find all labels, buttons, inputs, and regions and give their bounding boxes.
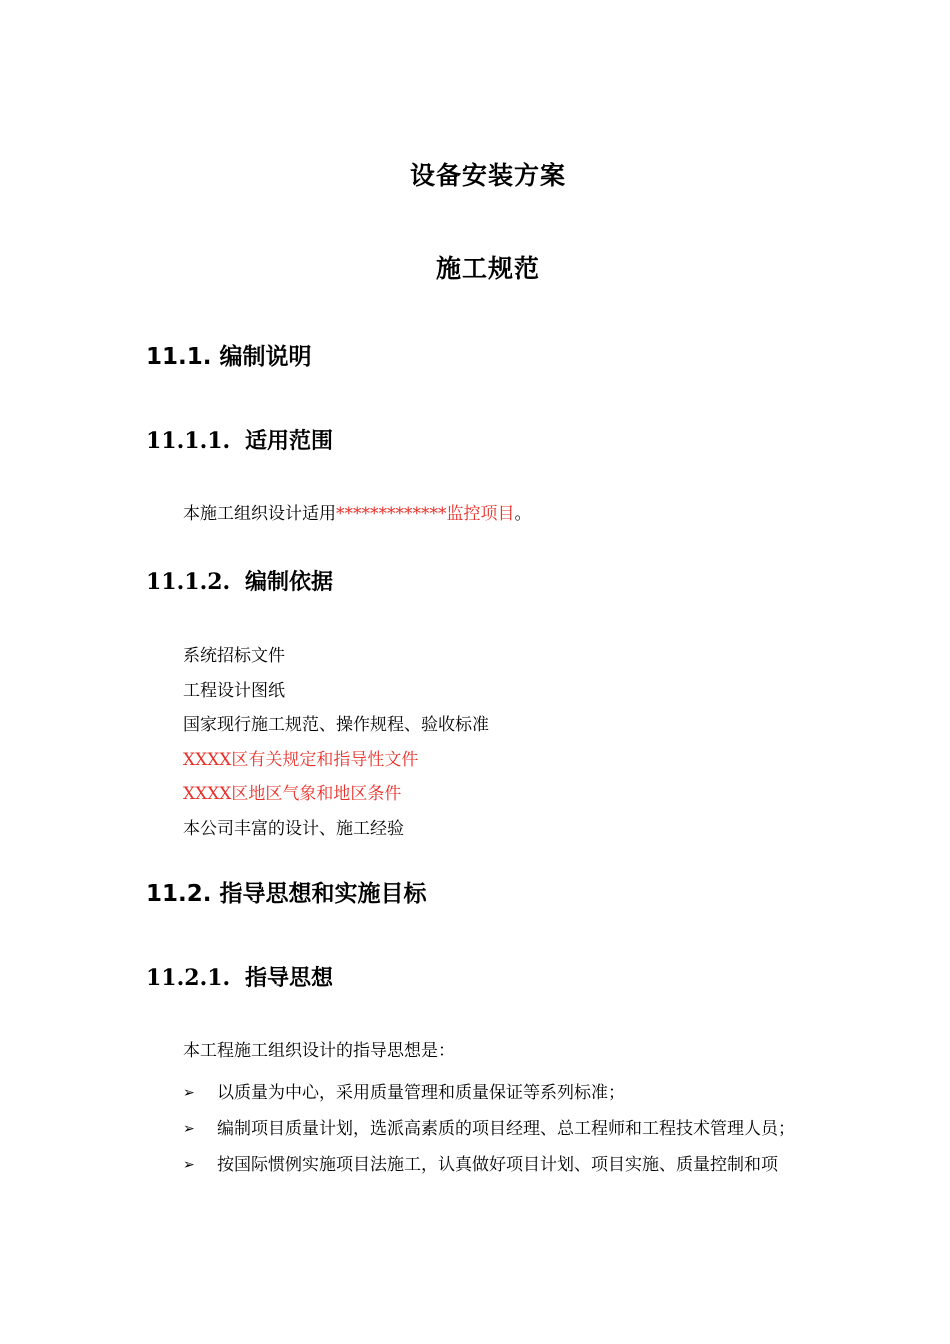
bullet-text: 以质量为中心，采用质量管理和质量保证等系列标准；	[217, 1083, 625, 1103]
bullet-item	[183, 1147, 843, 1183]
section-heading-11-2-1	[146, 967, 333, 990]
document-subtitle: 施工规范	[435, 254, 540, 283]
list-item: XXXX区有关规定和指导性文件	[183, 749, 419, 770]
section-number: 11.1.1.	[146, 428, 231, 454]
section-heading-11-1-2	[146, 571, 333, 594]
guiding-bullet-list	[183, 1075, 843, 1183]
section-heading-11-1-1	[146, 430, 333, 453]
list-item: 工程设计图纸	[183, 680, 285, 701]
scope-text-prefix: 本施工组织设计适用	[183, 504, 336, 524]
section-number: 11.1.2.	[146, 569, 231, 595]
guiding-intro: 本工程施工组织设计的指导思想是：	[183, 1041, 455, 1061]
bullet-item	[183, 1075, 843, 1111]
section-heading-11-1: 11.1. 编制说明	[146, 344, 312, 370]
document-title: 设备安装方案	[409, 161, 566, 190]
list-item: 本公司丰富的设计、施工经验	[183, 818, 404, 839]
section-number: 11.2.1.	[146, 965, 231, 991]
section-title: 编制依据	[245, 570, 334, 595]
section-heading-11-2: 11.2. 指导思想和实施目标	[146, 881, 427, 907]
basis-list	[183, 644, 489, 851]
arrowhead-bullet-icon: ➢	[183, 1157, 195, 1173]
section-title: 指导思想	[245, 966, 334, 991]
bullet-text: 编制项目质量计划，选派高素质的项目经理、总工程师和工程技术管理人员；	[217, 1119, 795, 1139]
arrowhead-bullet-icon: ➢	[183, 1085, 195, 1101]
list-item: 国家现行施工规范、操作规程、验收标准	[183, 715, 489, 735]
section-title: 适用范围	[245, 429, 334, 454]
bullet-text: 按国际惯例实施项目法施工，认真做好项目计划、项目实施、质量控制和项	[217, 1155, 778, 1175]
arrowhead-bullet-icon: ➢	[183, 1121, 195, 1137]
list-item: 系统招标文件	[183, 646, 285, 666]
scope-paragraph	[183, 506, 532, 523]
list-item: XXXX区地区气象和地区条件	[183, 784, 402, 804]
scope-project-highlight: *************监控项目	[336, 504, 515, 524]
scope-text-suffix: 。	[514, 504, 532, 524]
bullet-item	[183, 1111, 843, 1147]
